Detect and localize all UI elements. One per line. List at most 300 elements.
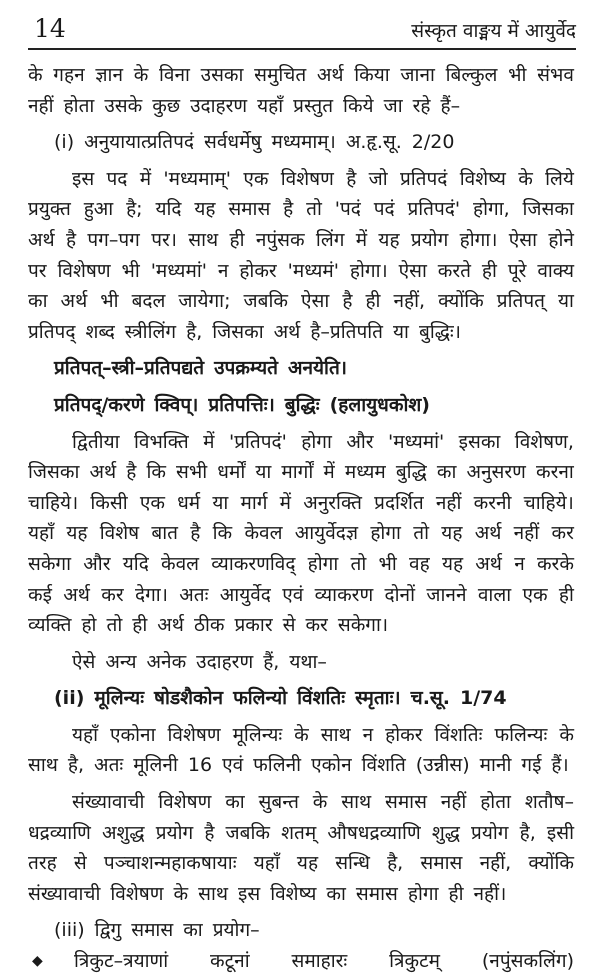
word: संख्यावाची	[28, 882, 101, 905]
word: या	[212, 491, 229, 514]
paragraph-line	[28, 286, 574, 317]
word: अर्थ	[273, 320, 301, 343]
word: नहीं	[28, 94, 54, 117]
word: यदि	[155, 198, 182, 221]
word: प्रतिपद्	[28, 320, 76, 343]
word: अर्थ	[475, 552, 502, 575]
word: केवल	[244, 522, 283, 545]
word: सकेगा	[28, 552, 72, 575]
word: अनुयायात्प्रतिपदं	[84, 131, 195, 154]
word: में	[139, 167, 152, 190]
word: या	[393, 320, 409, 343]
word: सर्वधर्मेषु	[204, 131, 262, 154]
word: (उन्नीस)	[415, 754, 470, 777]
word: वाक्य	[537, 259, 574, 282]
word: न	[514, 552, 525, 575]
word: सन्धि	[335, 852, 370, 875]
paragraph-line	[28, 256, 574, 287]
word: होता	[63, 94, 95, 117]
word: कि	[212, 522, 233, 545]
word: साथ	[198, 882, 228, 905]
word: प्रस्तुत	[293, 94, 334, 117]
word: प्रतिपत्तिः।	[208, 393, 275, 416]
word: बुद्धिः	[284, 393, 320, 416]
word: मध्यमाम्।	[271, 131, 336, 154]
word: जिसका	[212, 320, 264, 343]
word: यथा–	[289, 650, 327, 673]
word: किसी	[90, 491, 128, 514]
word: शब्द	[85, 320, 115, 343]
word: तरह	[28, 852, 57, 875]
word: धर्म	[177, 491, 201, 514]
word: व्याकरण	[314, 583, 374, 606]
paragraph-line	[28, 457, 574, 488]
word: विशेषण	[158, 791, 212, 814]
paragraph-line	[28, 580, 574, 611]
word: समास	[228, 198, 271, 221]
word: भी	[100, 290, 119, 313]
word: हैं,	[263, 650, 280, 673]
word: औषधद्रव्याणि	[327, 821, 421, 844]
paragraph-line	[28, 488, 574, 519]
example-heading	[28, 683, 574, 714]
word: है,	[67, 754, 85, 777]
word: गई	[521, 754, 542, 777]
word: कर	[101, 583, 124, 606]
word: (नपुंसकलिंग)	[481, 950, 574, 973]
word: समाहारः	[291, 950, 348, 973]
word: है	[342, 290, 353, 313]
word: ऐसा	[301, 290, 330, 313]
word: बुद्धिः।	[418, 320, 461, 343]
word: से	[73, 852, 87, 875]
word: या	[255, 461, 272, 484]
word: है	[126, 461, 137, 484]
word: उदाहरण	[196, 650, 254, 673]
word: संभव	[537, 64, 574, 86]
word: प्रतिपदं'	[407, 198, 461, 221]
word: पग–पग	[87, 228, 140, 251]
bullet-icon: ◆	[32, 953, 43, 970]
word: जबकि	[225, 821, 271, 844]
word: धद्रव्याणि	[28, 821, 91, 844]
word: विना	[159, 64, 190, 86]
word: एकोन	[311, 754, 352, 777]
word: ही	[558, 583, 574, 606]
word: समास	[420, 852, 463, 875]
word: मार्ग	[240, 491, 268, 514]
paragraph-line	[28, 60, 574, 91]
word: गहन	[53, 64, 85, 86]
word: से	[282, 614, 296, 637]
paragraph-line	[28, 647, 574, 678]
word: कई	[28, 583, 52, 606]
word: का	[225, 791, 245, 814]
word: के	[133, 64, 149, 86]
word: किये	[343, 94, 374, 117]
word: क्योंकि	[438, 290, 484, 313]
word: होकर	[239, 259, 277, 282]
word: 'मध्यमां'	[387, 430, 445, 453]
word: ऐसा	[398, 259, 427, 282]
word: एकोना	[110, 723, 156, 746]
example-heading	[28, 915, 574, 946]
word: यह	[66, 522, 88, 545]
word: है	[346, 167, 357, 190]
word: अशुद्ध	[102, 821, 145, 844]
page-number: 14	[34, 14, 66, 43]
word: करते	[437, 259, 471, 282]
running-title: संस्कृत वाङ्मय में आयुर्वेद	[411, 20, 576, 42]
word: साथ	[28, 754, 58, 777]
word: उसके	[104, 94, 143, 117]
word: वाला	[477, 583, 512, 606]
word: प्रयोग	[471, 821, 509, 844]
word: है,	[186, 320, 203, 343]
paragraph-line	[28, 610, 574, 641]
word: विभक्ति	[133, 430, 189, 453]
word: है	[283, 198, 294, 221]
word: जिसका	[522, 198, 574, 221]
word: प्रतिपदं	[399, 167, 448, 190]
word: बुद्धि	[395, 461, 427, 484]
word: दोनों	[384, 583, 416, 606]
word: जायेगा;	[178, 290, 231, 313]
word: प्रकार	[234, 614, 273, 637]
word: विशेषण	[110, 882, 164, 905]
word: जानने	[426, 583, 467, 606]
word: वह	[409, 552, 430, 575]
word: बदल	[131, 290, 166, 313]
word: सकेगा।	[337, 614, 389, 637]
word: विशेषण	[57, 259, 111, 282]
word: अनुरक्ति	[303, 491, 362, 514]
word: शुद्ध	[431, 821, 460, 844]
word: चाहिये।	[28, 491, 79, 514]
word: किया	[354, 64, 390, 86]
word: करके	[536, 552, 574, 575]
word: विशेष	[99, 522, 140, 545]
word: यह	[441, 552, 464, 575]
page-header	[28, 12, 576, 50]
word: जबकि	[243, 290, 288, 313]
word: है	[204, 821, 215, 844]
word: ही	[448, 882, 464, 905]
word: (iii)	[54, 919, 85, 942]
word: मूलिन्यः	[232, 723, 283, 746]
paragraph-line	[28, 164, 574, 195]
word: 'मध्यमाम्'	[163, 167, 232, 190]
word: (हलायुधकोश)	[329, 393, 430, 416]
word: पदं	[373, 198, 395, 221]
word: तो	[350, 552, 367, 575]
word: फलिन्यः	[494, 723, 548, 746]
word: कर	[551, 522, 574, 545]
word: आयुर्वेद	[219, 583, 271, 606]
word: अतः	[179, 583, 209, 606]
word: एक	[139, 491, 165, 514]
word: सुबन्त	[258, 791, 299, 814]
word: में	[279, 491, 292, 514]
word: मार्गों	[281, 461, 314, 484]
definition-line	[28, 353, 574, 384]
word: और	[346, 430, 374, 453]
word: शतम्	[281, 821, 317, 844]
example-heading	[28, 127, 574, 158]
paragraph-line	[28, 91, 574, 122]
word: मूलिन्यः	[94, 687, 145, 710]
word: च.सू.	[410, 687, 450, 710]
word: होगा।	[349, 259, 388, 282]
word: ज्ञान	[95, 64, 123, 86]
word: चाहिये।	[523, 491, 574, 514]
word: होगा	[301, 430, 332, 453]
word: विंशति	[361, 754, 406, 777]
bullet-line	[28, 946, 574, 977]
word: अर्थ	[474, 522, 502, 545]
word: 'मध्यमं'	[287, 259, 339, 282]
word: के	[28, 64, 43, 86]
paragraph-line	[28, 427, 574, 458]
word: प्रतिपद्/करणे	[54, 393, 145, 416]
word: के	[518, 167, 533, 190]
word: समास	[384, 791, 427, 814]
word: यहाँ	[72, 723, 99, 746]
word: यहाँ	[28, 522, 55, 545]
word: प्रतिपत्–स्त्री–प्रतिपद्यते	[54, 357, 205, 380]
word: नपुंसक	[255, 228, 305, 251]
word: सभी	[176, 461, 208, 484]
word: करनी	[473, 491, 512, 514]
word: 16	[187, 754, 213, 777]
word: षोडशैकोन	[154, 687, 224, 710]
word: त्रिकुटम्	[389, 950, 441, 973]
word: इसी	[546, 821, 574, 844]
word: के	[294, 723, 309, 746]
word: स्त्रीलिंग	[124, 320, 177, 343]
word: अनेक	[146, 650, 187, 673]
word: भी	[508, 64, 527, 86]
word: मध्यम	[344, 461, 386, 484]
word: कि	[146, 461, 166, 484]
word: उसका	[200, 64, 244, 86]
word: लिये	[545, 167, 574, 190]
word: है;	[126, 198, 143, 221]
word: समुचित	[254, 64, 307, 86]
word: होने	[548, 228, 574, 251]
word: हो	[81, 614, 97, 637]
definition-line	[28, 390, 574, 421]
paragraph-line	[28, 750, 574, 781]
word: जा	[383, 94, 403, 117]
word: का	[326, 882, 346, 905]
word: विंशतिः	[297, 687, 346, 710]
word: होगा।	[459, 228, 498, 251]
word: अर्थ	[60, 290, 88, 313]
word: में	[355, 228, 368, 251]
word: (ii)	[54, 687, 85, 710]
word: प्रयोग–	[212, 919, 260, 942]
word: ही	[229, 228, 245, 251]
word: इस	[238, 882, 261, 905]
word: यह	[378, 228, 400, 251]
word: धर्मों	[217, 461, 246, 484]
paragraph-line	[28, 720, 574, 751]
word: द्विगु	[94, 919, 122, 942]
word: अतः	[94, 754, 124, 777]
word: अर्थ	[157, 614, 184, 637]
word: साथ	[188, 228, 219, 251]
word: का	[436, 461, 457, 484]
word: 'प्रतिपदं'	[228, 430, 287, 453]
word: हैं–	[440, 94, 461, 117]
word: के	[173, 882, 189, 905]
word: बात	[151, 522, 178, 545]
word: क्योंकि	[528, 852, 574, 875]
word: समास	[131, 919, 174, 942]
word: 2/20	[411, 131, 455, 154]
paragraph-line	[28, 194, 574, 225]
word: (i)	[54, 131, 75, 154]
word: करना	[536, 461, 574, 484]
word: व्याकरणविद्	[211, 552, 296, 575]
word: यह	[194, 198, 216, 221]
word: नहीं	[513, 522, 540, 545]
word: संख्यावाची	[72, 791, 145, 814]
word: मूलिनी	[133, 754, 178, 777]
word: 'पदं	[334, 198, 361, 221]
word: क्विप्।	[154, 393, 199, 416]
word: ही	[365, 290, 381, 313]
word: एवं	[222, 754, 244, 777]
word: ऐसे	[72, 650, 96, 673]
word: तो	[306, 198, 322, 221]
word: 'मध्यमां'	[150, 259, 207, 282]
word: प्रयोग	[410, 228, 449, 251]
word: कुछ	[152, 94, 181, 117]
word: प्रतिपत्	[496, 290, 545, 313]
word: अन्य	[105, 650, 137, 673]
word: का	[28, 290, 48, 313]
word: ही	[481, 259, 497, 282]
paragraph-line	[28, 518, 574, 549]
word: केवल	[161, 552, 200, 575]
word: अर्थ	[316, 64, 344, 86]
word: विशेष्य	[459, 167, 506, 190]
word: विशेषण,	[514, 430, 574, 453]
paragraph-line	[28, 818, 574, 849]
word: अनुसरण	[466, 461, 526, 484]
word: नहीं,	[393, 290, 426, 313]
word: पद	[106, 167, 128, 190]
paragraph-line	[28, 848, 574, 879]
word: और	[83, 552, 111, 575]
word: होगा	[307, 552, 339, 575]
word: विशेष्य	[270, 882, 317, 905]
word: प्रयुक्त	[28, 198, 71, 221]
word: यह	[296, 852, 319, 875]
word: इसका	[458, 430, 501, 453]
word: में	[323, 461, 335, 484]
word: आयुर्वेदज्ञ	[294, 522, 359, 545]
word: में	[203, 430, 215, 453]
word: लिंग	[315, 228, 345, 251]
word: विंशतिः	[434, 723, 483, 746]
word: नहीं	[440, 791, 467, 814]
word: प्रयोग	[155, 821, 194, 844]
word: के	[312, 791, 328, 814]
word: नहीं	[435, 491, 462, 514]
word: जाना	[400, 64, 435, 86]
word: रहे	[412, 94, 431, 117]
word: फलिनी	[253, 754, 302, 777]
word: अर्थ	[28, 228, 55, 251]
paragraph-line	[28, 787, 574, 818]
word: होगा,	[472, 198, 510, 221]
word: ठीक	[193, 614, 225, 637]
word: साथ	[320, 723, 351, 746]
word: अ.हृ.सू.	[345, 131, 402, 154]
word: अनयेति।	[287, 357, 348, 380]
word: फलिन्यो	[233, 687, 288, 710]
word: ही	[132, 614, 148, 637]
word: एक	[243, 167, 269, 190]
word: है,	[519, 821, 536, 844]
word: होता	[480, 791, 511, 814]
word: नहीं,	[479, 852, 512, 875]
word: यह	[441, 522, 463, 545]
word: अर्थ	[89, 461, 117, 484]
word: तो	[413, 522, 430, 545]
word: उपक्रम्यते	[214, 357, 278, 380]
word: है–प्रतिपति	[310, 320, 384, 343]
word: कर	[305, 614, 328, 637]
word: ऐसा	[508, 228, 538, 251]
word: यहाँ	[257, 94, 284, 117]
word: हुआ	[83, 198, 114, 221]
paragraph-line	[28, 879, 574, 910]
word: एक	[522, 583, 548, 606]
word: समास	[355, 882, 398, 905]
word: कटूनां	[210, 950, 250, 973]
word: है,	[387, 852, 404, 875]
word: देगा।	[135, 583, 168, 606]
word: हैं।	[551, 754, 569, 777]
paragraph-line	[28, 549, 574, 580]
word: है	[190, 522, 201, 545]
word: व्यक्ति	[28, 614, 72, 637]
word: पञ्चाशन्महाकषायाः	[103, 852, 237, 875]
word: प्रदर्शित	[374, 491, 424, 514]
word: त्रिकुट–त्रयाणां	[74, 950, 169, 973]
word: जिसका	[28, 461, 80, 484]
word: भी	[121, 259, 140, 282]
word: है	[65, 228, 77, 251]
word: होगा	[407, 882, 439, 905]
word: मानी	[479, 754, 512, 777]
word: नहीं।	[473, 882, 507, 905]
word: पर	[28, 259, 47, 282]
word: यहाँ	[253, 852, 280, 875]
word: पूरे	[507, 259, 527, 282]
word: यदि	[122, 552, 149, 575]
word: द्वितीया	[72, 430, 120, 453]
word: न	[217, 259, 229, 282]
word: विशेषण	[280, 167, 334, 190]
word: अर्थ	[63, 583, 90, 606]
word: जो	[368, 167, 388, 190]
word: तो	[106, 614, 123, 637]
